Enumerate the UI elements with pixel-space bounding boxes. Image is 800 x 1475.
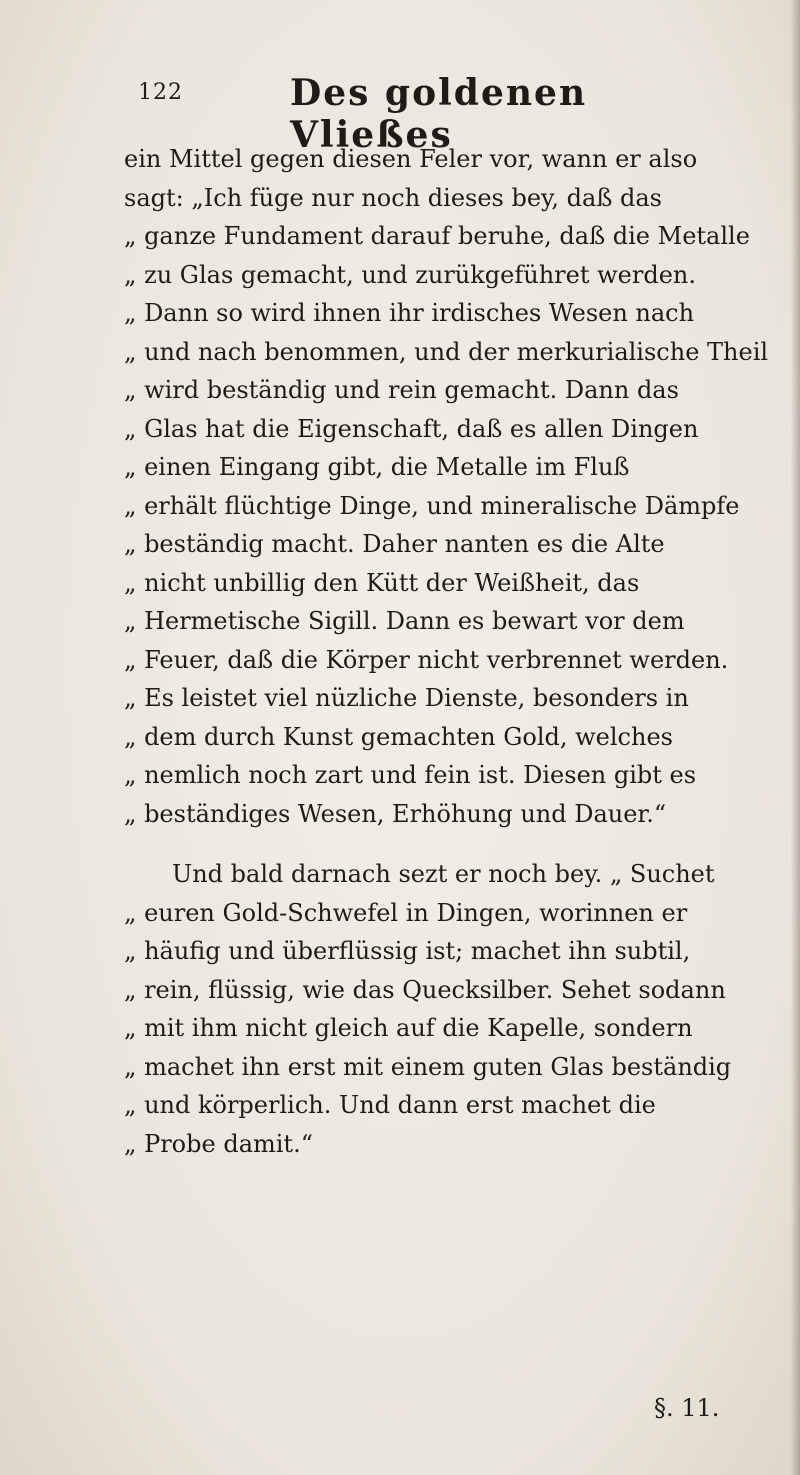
text-line: „ zu Glas gemacht, und zurükgeführet werden.	[124, 260, 696, 289]
text-line: „ Es leistet viel nüzliche Dienste, besonders in	[124, 684, 689, 712]
text-line: ein Mittel gegen diesen Feler vor, wann er also	[124, 145, 698, 173]
body-text	[124, 140, 769, 1163]
text-line: „ Probe damit.“	[124, 1129, 313, 1158]
paragraph-2	[124, 855, 732, 1163]
signature-mark: §. 11.	[654, 1394, 720, 1422]
text-line: „ nemlich noch zart und fein ist. Diesen gibt es	[124, 761, 697, 789]
text-line: „ beständig macht. Daher nanten es die Alte	[124, 530, 665, 558]
running-head: Des goldenen Vließes	[290, 72, 588, 156]
paragraph-1	[124, 140, 769, 833]
text-line: „ häufig und überflüssig ist; machet ihn subtil,	[124, 937, 691, 965]
text-line: „ Dann so wird ihnen ihr irdisches Wesen nach	[124, 299, 695, 327]
text-line: „ rein, flüssig, wie das Quecksilber. Sehet sodann	[124, 975, 726, 1004]
page-number: 122	[138, 80, 183, 105]
page-edge-shadow	[790, 0, 800, 1475]
text-line: „ Glas hat die Eigenschaft, daß es allen Dingen	[124, 414, 699, 443]
text-line: „ erhält flüchtige Dinge, und mineralische Dämpfe	[124, 491, 740, 520]
text-line: „ machet ihn erst mit einem guten Glas beständig	[124, 1052, 732, 1081]
text-line: „ einen Eingang gibt, die Metalle im Fluß	[124, 453, 630, 481]
text-line: „ euren Gold-Schwefel in Dingen, worinnen er	[124, 898, 688, 927]
text-line: „ Feuer, daß die Körper nicht verbrennet werden.	[124, 645, 729, 674]
paragraph-gap	[124, 833, 714, 855]
text-line: Und bald darnach sezt er noch bey. „ Suchet	[172, 860, 715, 888]
text-line: „ und nach benommen, und der merkurialische Theil	[124, 337, 769, 366]
text-line: „ wird beständig und rein gemacht. Dann das	[124, 376, 679, 404]
text-line: „ mit ihm nicht gleich auf die Kapelle, sondern	[124, 1014, 693, 1042]
text-line: „ nicht unbillig den Kütt der Weißheit, das	[124, 568, 640, 597]
text-line: „ ganze Fundament darauf beruhe, daß die Metalle	[124, 222, 750, 250]
text-line: „ dem durch Kunst gemachten Gold, welches	[124, 722, 673, 751]
page-header	[120, 72, 680, 156]
text-line: „ beständiges Wesen, Erhöhung und Dauer.“	[124, 799, 667, 828]
text-line: „ und körperlich. Und dann erst machet die	[124, 1091, 656, 1119]
text-line: „ Hermetische Sigill. Dann es bewart vor dem	[124, 607, 685, 635]
text-line: sagt: „Ich füge nur noch dieses bey, daß das	[124, 183, 662, 212]
